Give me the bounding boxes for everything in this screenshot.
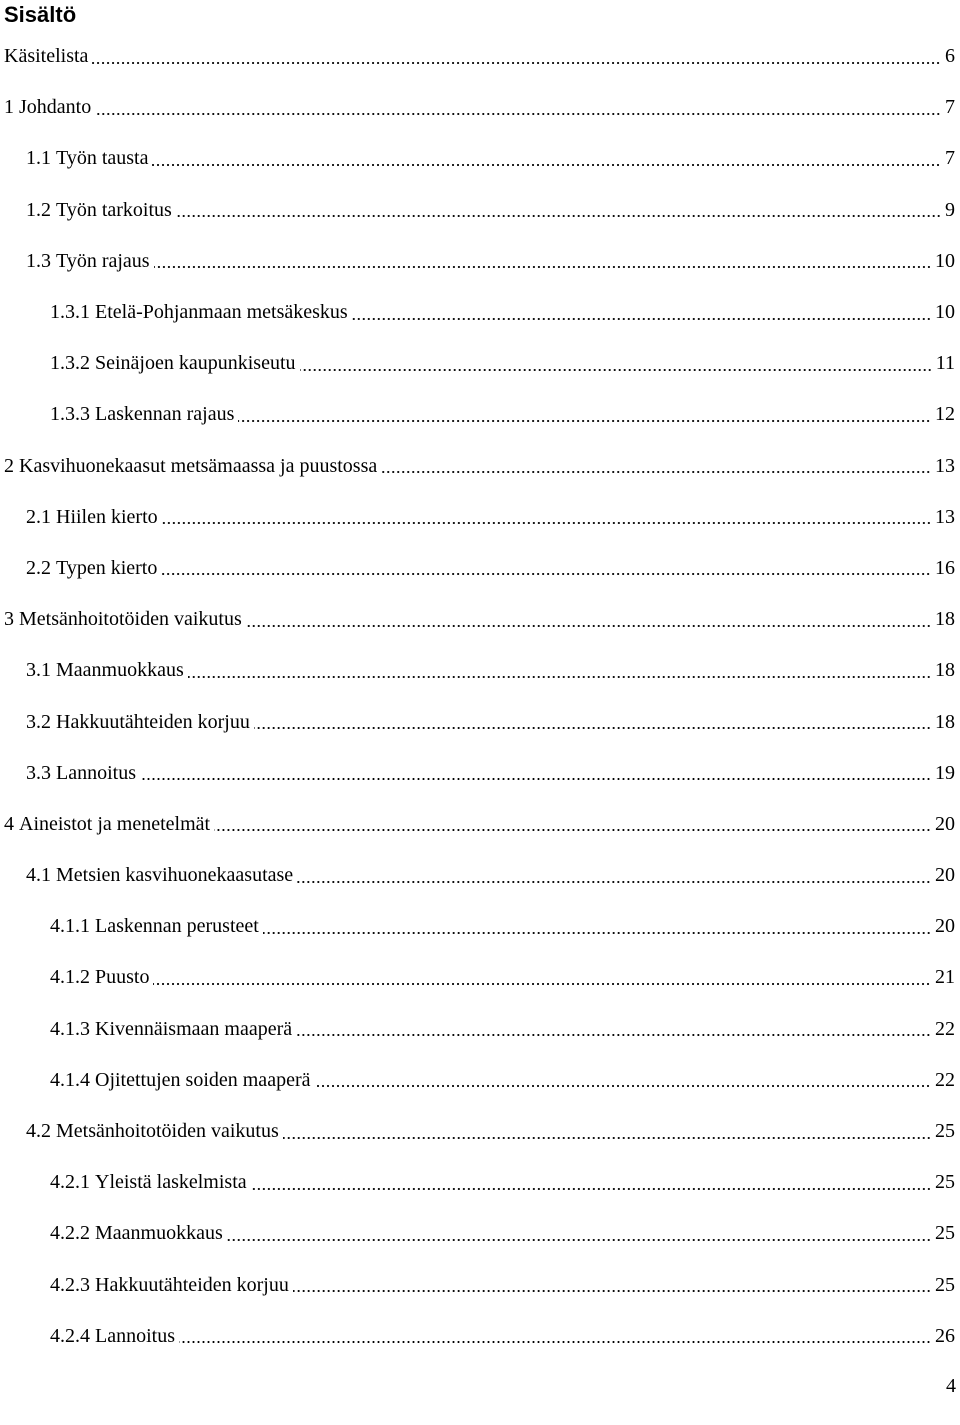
toc-entry[interactable] (0, 543, 960, 594)
toc-entry-page: 20 (935, 864, 955, 887)
toc-entry-title: Metsänhoitotöiden vaikutus (19, 608, 242, 631)
toc-dot-leader (296, 1034, 931, 1036)
toc-dot-leader (214, 829, 931, 831)
toc-entry[interactable] (0, 1260, 960, 1311)
toc-entry[interactable] (0, 1004, 960, 1055)
toc-entry-page: 13 (935, 454, 955, 477)
toc-entry-number: 1.3.3 (50, 403, 90, 426)
toc-dot-leader (227, 1239, 931, 1241)
toc-entry[interactable] (0, 696, 960, 747)
toc-dot-leader (246, 625, 931, 627)
toc-entry-page: 18 (935, 710, 955, 733)
toc-dot-leader (188, 676, 931, 678)
toc-entry-title: Hakkuutähteiden korjuu (95, 1273, 289, 1296)
toc-dot-leader (238, 420, 931, 422)
toc-dot-leader (161, 573, 931, 575)
toc-entry[interactable] (0, 645, 960, 696)
toc-entry-page: 22 (935, 1017, 955, 1040)
toc-dot-leader (154, 266, 931, 268)
toc-entry-title: Seinäjoen kaupunkiseutu (95, 352, 296, 375)
toc-dot-leader (254, 727, 931, 729)
toc-entry-number: 4 (4, 812, 14, 835)
toc-entry-number: 4.2.4 (50, 1324, 90, 1347)
table-of-contents (0, 31, 960, 1362)
toc-entry[interactable] (0, 389, 960, 440)
toc-entry-title: Typen kierto (56, 556, 158, 579)
toc-entry[interactable] (0, 1106, 960, 1157)
toc-entry-page: 7 (945, 147, 955, 170)
toc-entry-page: 16 (935, 556, 955, 579)
toc-entry[interactable] (0, 492, 960, 543)
toc-entry-page: 11 (935, 352, 955, 375)
toc-entry-title: Lannoitus (56, 761, 136, 784)
toc-entry-page: 21 (935, 966, 955, 989)
toc-entry-number: 4.1.2 (50, 966, 90, 989)
toc-entry-number: 1.2 (26, 198, 51, 221)
toc-entry-title: Hakkuutähteiden korjuu (56, 710, 250, 733)
toc-entry[interactable] (0, 236, 960, 287)
toc-entry-number: 4.1 (26, 864, 51, 887)
toc-entry-page: 25 (935, 1171, 955, 1194)
toc-entry-number: 4.2.1 (50, 1171, 90, 1194)
toc-dot-leader (95, 113, 941, 115)
toc-entry[interactable] (0, 1208, 960, 1259)
toc-entry-title: Metsien kasvihuonekaasutase (56, 864, 294, 887)
toc-entry-number: 4.1.4 (50, 1068, 90, 1091)
toc-entry-number: 1.1 (26, 147, 51, 170)
toc-entry[interactable] (0, 594, 960, 645)
toc-entry-title: Hiilen kierto (56, 505, 158, 528)
toc-entry-page: 19 (935, 761, 955, 784)
toc-entry-number: 2 (4, 454, 14, 477)
toc-entry-title: Työn rajaus (56, 249, 150, 272)
toc-entry-title: Lannoitus (95, 1324, 175, 1347)
toc-entry[interactable] (0, 1311, 960, 1362)
toc-entry-title: Maanmuokkaus (95, 1222, 223, 1245)
toc-entry-number: 4.2.3 (50, 1273, 90, 1296)
toc-entry-title: Työn tausta (56, 147, 149, 170)
toc-entry-page: 10 (935, 249, 955, 272)
toc-entry[interactable] (0, 287, 960, 338)
toc-entry-title: Laskennan rajaus (95, 403, 235, 426)
toc-dot-leader (176, 215, 941, 217)
toc-entry[interactable] (0, 82, 960, 133)
toc-entry-page: 25 (935, 1222, 955, 1245)
toc-entry-page: 26 (935, 1324, 955, 1347)
toc-entry-title: Käsitelista (4, 45, 89, 68)
toc-entry[interactable] (0, 185, 960, 236)
toc-entry-number: 2.1 (26, 505, 51, 528)
toc-entry-title: Yleistä laskelmista (95, 1171, 247, 1194)
toc-entry-number: 4.1.1 (50, 915, 90, 938)
toc-entry-title: Aineistot ja menetelmät (19, 812, 211, 835)
page-title: Sisältö (4, 2, 77, 27)
toc-entry-page: 13 (935, 505, 955, 528)
toc-entry-page: 7 (945, 96, 955, 119)
toc-entry-title: Puusto (95, 966, 150, 989)
toc-entry-number: 1.3 (26, 249, 51, 272)
toc-entry-title: Laskennan perusteet (95, 915, 259, 938)
toc-dot-leader (314, 1085, 931, 1087)
toc-entry[interactable] (0, 441, 960, 492)
toc-entry-page: 10 (935, 301, 955, 324)
toc-dot-leader (293, 1290, 931, 1292)
toc-entry-page: 20 (935, 812, 955, 835)
toc-dot-leader (92, 62, 941, 64)
toc-entry-page: 20 (935, 915, 955, 938)
toc-entry-title: Kasvihuonekaasut metsämaassa ja puustossa (19, 454, 378, 477)
toc-dot-leader (179, 1341, 931, 1343)
toc-entry[interactable] (0, 850, 960, 901)
toc-entry-page: 6 (945, 45, 955, 68)
toc-entry[interactable] (0, 133, 960, 184)
toc-dot-leader (300, 369, 932, 371)
toc-entry-page: 22 (935, 1068, 955, 1091)
toc-entry[interactable] (0, 799, 960, 850)
toc-entry[interactable] (0, 1055, 960, 1106)
toc-dot-leader (140, 778, 931, 780)
toc-dot-leader (153, 983, 931, 985)
toc-entry-title: Kivennäismaan maaperä (95, 1017, 293, 1040)
toc-entry-title: Maanmuokkaus (56, 659, 184, 682)
toc-entry-title: Ojitettujen soiden maaperä (95, 1068, 311, 1091)
toc-entry-page: 9 (945, 198, 955, 221)
toc-dot-leader (297, 881, 931, 883)
toc-entry-number: 1.3.2 (50, 352, 90, 375)
toc-dot-leader (352, 318, 931, 320)
toc-dot-leader (251, 1188, 931, 1190)
toc-entry-number: 4.2 (26, 1120, 51, 1143)
toc-entry-number: 4.2.2 (50, 1222, 90, 1245)
toc-entry-page: 25 (935, 1273, 955, 1296)
toc-entry[interactable] (0, 952, 960, 1003)
toc-entry[interactable] (0, 338, 960, 389)
toc-entry-page: 18 (935, 608, 955, 631)
toc-entry-title: Etelä-Pohjanmaan metsäkeskus (95, 301, 348, 324)
toc-entry-number: 3.1 (26, 659, 51, 682)
toc-entry[interactable] (0, 748, 960, 799)
toc-entry-page: 12 (935, 403, 955, 426)
toc-entry-page: 18 (935, 659, 955, 682)
toc-dot-leader (152, 164, 941, 166)
toc-entry[interactable] (0, 1157, 960, 1208)
toc-entry-number: 4.1.3 (50, 1017, 90, 1040)
toc-dot-leader (263, 932, 931, 934)
toc-entry-number: 1.3.1 (50, 301, 90, 324)
toc-dot-leader (283, 1137, 931, 1139)
toc-entry-number: 3.2 (26, 710, 51, 733)
page-number: 4 (946, 1375, 956, 1397)
toc-entry-number: 3.3 (26, 761, 51, 784)
toc-entry-number: 3 (4, 608, 14, 631)
toc-entry[interactable] (0, 31, 960, 82)
toc-dot-leader (162, 522, 931, 524)
toc-dot-leader (381, 471, 931, 473)
toc-entry-title: Metsänhoitotöiden vaikutus (56, 1120, 279, 1143)
toc-entry-title: Johdanto (19, 96, 92, 119)
toc-entry-title: Työn tarkoitus (56, 198, 172, 221)
toc-entry-page: 25 (935, 1120, 955, 1143)
toc-entry-number: 2.2 (26, 556, 51, 579)
toc-entry-number: 1 (4, 96, 14, 119)
toc-entry[interactable] (0, 901, 960, 952)
